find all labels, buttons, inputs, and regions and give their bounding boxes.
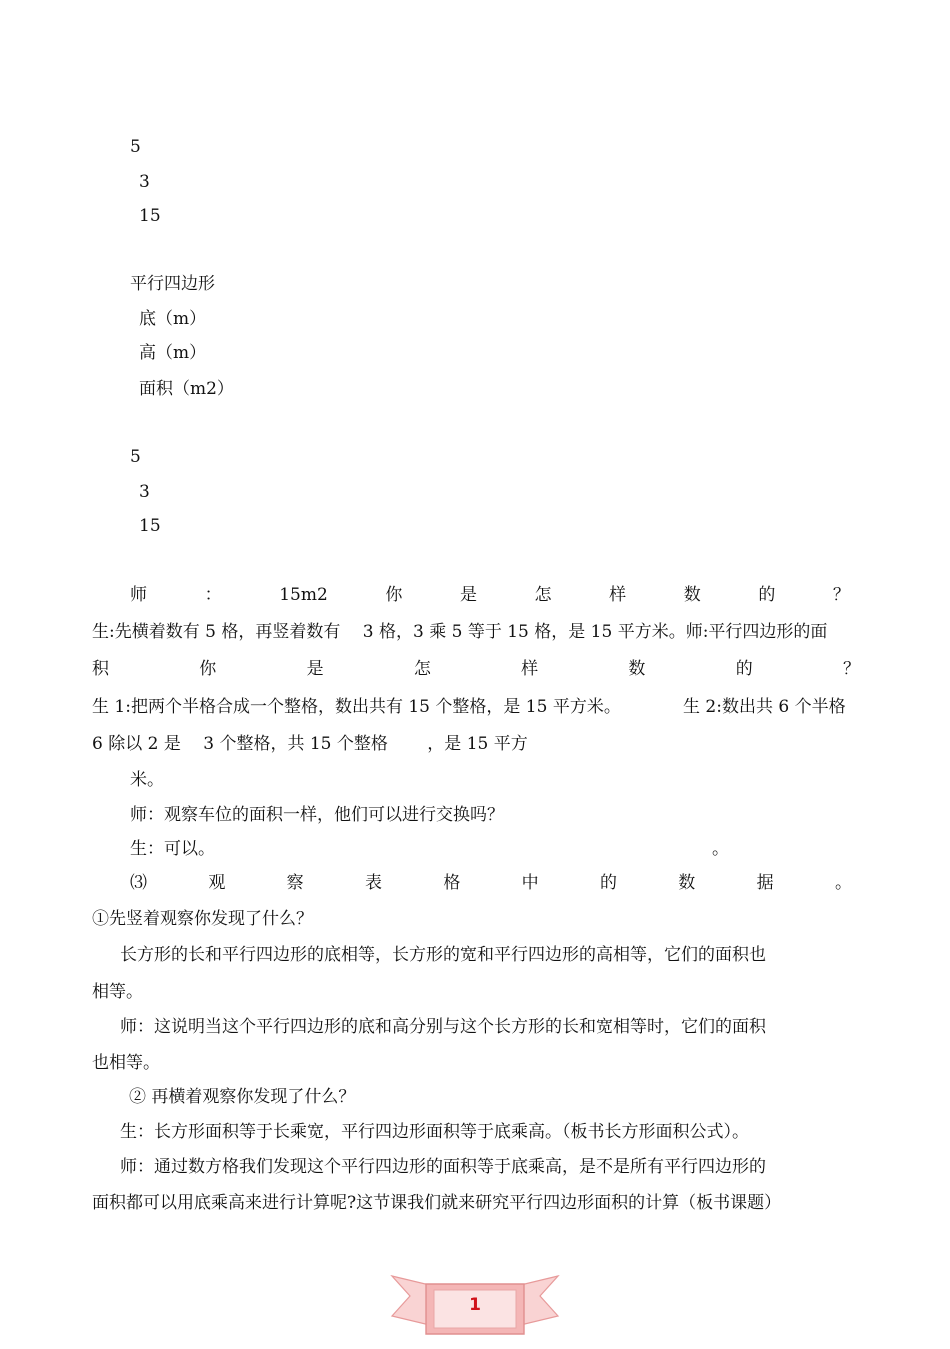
word: 数: [628, 659, 646, 679]
teacher-question: 师：观察车位的面积一样，他们可以进行交换吗？: [130, 805, 504, 825]
word: 观: [208, 873, 226, 893]
word: 格: [443, 873, 461, 893]
student-formula: 生：长方形面积等于长乘宽，平行四边形面积等于底乘高。（板书长方形面积公式）。: [120, 1122, 749, 1142]
word: 据: [756, 873, 774, 893]
teacher-summary-2: 面积都可以用底乘高来进行计算呢?这节课我们就来研究平行四边形面积的计算（板书课题）: [92, 1193, 782, 1213]
student-reply: 生：可以。: [130, 839, 215, 859]
table2-row-height: 高（m）: [139, 343, 207, 363]
teacher-summary-1: 师：通过数方格我们发现这个平行四边形的面积等于底乘高，是不是所有平行四边形的: [120, 1157, 766, 1177]
word: 察: [286, 873, 304, 893]
word: 的: [735, 659, 753, 679]
word: 的: [758, 585, 776, 605]
word: 积: [92, 659, 109, 679]
observe-heading: [130, 872, 852, 894]
word: 你: [385, 585, 403, 605]
word: 怎: [413, 659, 431, 679]
stray-period: 。: [712, 839, 729, 859]
word: 。: [834, 873, 852, 893]
word: ？: [832, 585, 850, 605]
word: 师: [130, 585, 147, 605]
word: ⑶: [130, 873, 147, 893]
word: 15m2: [279, 585, 328, 605]
table2-value-height: 3: [139, 482, 150, 502]
finding-line-1: 长方形的长和平行四边形的底相等，长方形的宽和平行四边形的高相等，它们的面积也: [120, 945, 766, 965]
student-2-answer: 生 2:数出共 6 个半格: [683, 697, 846, 717]
vertical-observe: ①先竖着观察你发现了什么？: [92, 909, 313, 929]
word: ？: [842, 659, 860, 679]
table2-row-area: 面积（m2）: [139, 379, 234, 399]
word: 你: [199, 659, 217, 679]
word: 样: [521, 659, 539, 679]
word: ：: [204, 585, 222, 605]
word: 数: [678, 873, 696, 893]
page-number-ribbon: [390, 1270, 560, 1344]
table2-value-area: 15: [139, 516, 161, 536]
word: 数: [683, 585, 701, 605]
table2-header: 平行四边形: [130, 274, 215, 294]
word: 样: [609, 585, 627, 605]
answer-line-1: 生:先横着数有 5 格，再竖着数有 3 格，3 乘 5 等于 15 格，是 15 平方米。师:平行四边形的面: [92, 622, 828, 642]
horizontal-observe: ② 再横着观察你发现了什么？: [129, 1087, 356, 1107]
word: 的: [599, 873, 617, 893]
word: 怎: [534, 585, 552, 605]
word: 是: [306, 659, 324, 679]
word: 表: [364, 873, 382, 893]
question-line-1: [130, 584, 850, 606]
table1-cell-height: 3: [139, 172, 150, 192]
finding-line-2: 相等。: [92, 982, 143, 1002]
answer-line-3: 米。: [130, 770, 164, 790]
table1-cell-area: 15: [139, 206, 161, 226]
table2-value-base: 5: [130, 447, 141, 467]
answer-line-2: 6 除以 2 是 3 个整格，共 15 个整格 ，是 15 平方: [92, 734, 528, 754]
teacher-conclusion-1: 师：这说明当这个平行四边形的底和高分别与这个长方形的长和宽相等时，它们的面积: [120, 1017, 766, 1037]
table2-row-base: 底（m）: [139, 309, 207, 329]
student-1-answer: 生 1:把两个半格合成一个整格，数出共有 15 个整格，是 15 平方米。: [92, 697, 621, 717]
page-number: 1: [469, 1295, 481, 1315]
teacher-conclusion-2: 也相等。: [92, 1053, 160, 1073]
table1-cell-base: 5: [130, 137, 141, 157]
word: 是: [459, 585, 477, 605]
word: 中: [521, 873, 539, 893]
question-line-2: [92, 658, 860, 680]
